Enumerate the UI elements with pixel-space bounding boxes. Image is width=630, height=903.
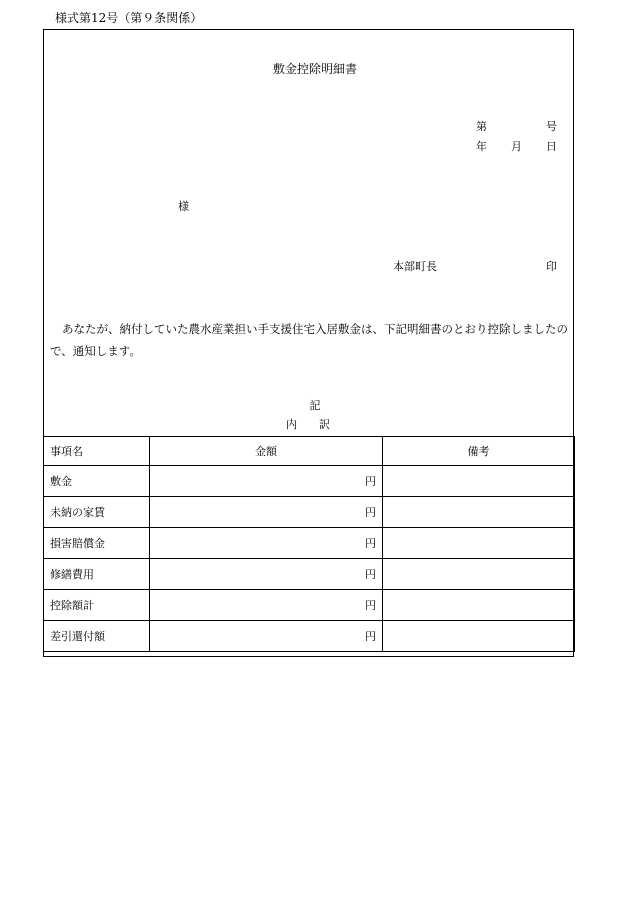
table-row xyxy=(44,559,575,590)
row-amount: 円 xyxy=(150,528,383,559)
date-year-label: 年 xyxy=(476,140,487,153)
addressee-honorific: 様 xyxy=(178,200,189,213)
row-item: 敷金 xyxy=(44,466,150,497)
notice-body-text: あなたが、納付していた農水産業担い手支援住宅入居敷金は、下記明細書のとおり控除しましたので、通知します。 xyxy=(50,322,568,358)
breakdown-heading-char-1: 内 xyxy=(286,418,297,431)
form-number: 様式第12号（第９条関係） xyxy=(55,11,203,25)
row-remarks xyxy=(383,466,575,497)
date-month-label: 月 xyxy=(511,140,522,153)
table-header-row xyxy=(44,437,575,466)
header-amount: 金額 xyxy=(150,437,383,466)
header-remarks: 備考 xyxy=(383,437,575,466)
ki-heading: 記 xyxy=(309,399,321,412)
row-item: 修繕費用 xyxy=(44,559,150,590)
seal-mark: 印 xyxy=(546,260,557,273)
row-amount: 円 xyxy=(150,559,383,590)
header-item: 事項名 xyxy=(44,437,150,466)
table-row xyxy=(44,528,575,559)
row-amount: 円 xyxy=(150,497,383,528)
issuer-title: 本部町長 xyxy=(393,260,437,273)
breakdown-table xyxy=(43,436,575,652)
table-row xyxy=(44,466,575,497)
breakdown-heading-char-2: 訳 xyxy=(319,418,330,431)
document-number-go: 号 xyxy=(546,120,557,133)
table-row xyxy=(44,621,575,652)
row-amount: 円 xyxy=(150,621,383,652)
document-title: 敷金控除明細書 xyxy=(272,62,357,76)
row-item: 控除額計 xyxy=(44,590,150,621)
breakdown-heading xyxy=(286,418,330,432)
row-amount: 円 xyxy=(150,466,383,497)
row-item: 損害賠償金 xyxy=(44,528,150,559)
table-row xyxy=(44,590,575,621)
row-remarks xyxy=(383,621,575,652)
date-day-label: 日 xyxy=(546,140,557,153)
row-remarks xyxy=(383,559,575,590)
table-row xyxy=(44,497,575,528)
row-remarks xyxy=(383,528,575,559)
row-remarks xyxy=(383,497,575,528)
document-number-dai: 第 xyxy=(476,120,487,133)
row-amount: 円 xyxy=(150,590,383,621)
row-remarks xyxy=(383,590,575,621)
row-item: 差引還付額 xyxy=(44,621,150,652)
row-item: 未納の家賃 xyxy=(44,497,150,528)
